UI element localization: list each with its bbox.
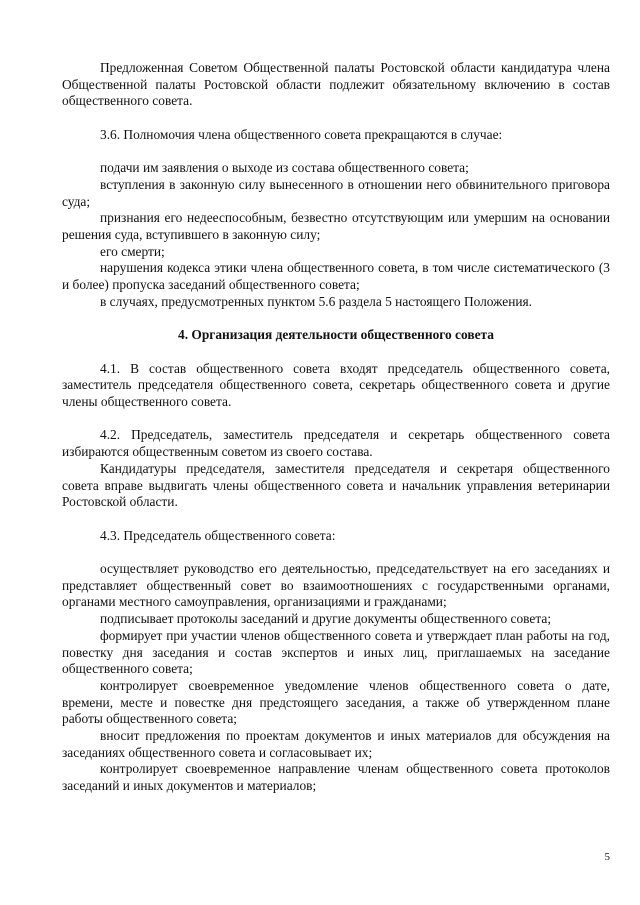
paragraph: контролирует своевременное уведомление членов общественного совета о дате, времени, месте и повестке дня предстоящего заседания, а также об утвержденном плане работы общественного совета; bbox=[62, 677, 610, 727]
document-body bbox=[62, 60, 610, 795]
paragraph: формирует при участии членов общественного совета и утверждает план работы на год, повестку дня заседания и состав экспертов и иных лиц, приглашаемых на заседание общественного совета; bbox=[62, 627, 610, 677]
paragraph: контролирует своевременное направление членам общественного совета протоколов заседаний и иных документов и материалов; bbox=[62, 761, 610, 794]
paragraph: 4.2. Председатель, заместитель председателя и секретарь общественного совета избираются общественным советом из своего состава. bbox=[62, 427, 610, 460]
section-heading: 4. Организация деятельности общественного совета bbox=[178, 327, 494, 343]
paragraph: вступления в законную силу вынесенного в отношении него обвинительного приговора суда; bbox=[62, 176, 610, 209]
paragraph: подписывает протоколы заседаний и другие документы общественного совета; bbox=[100, 611, 552, 627]
paragraph-spacer bbox=[62, 544, 610, 561]
paragraph-spacer bbox=[62, 311, 610, 328]
paragraph-spacer bbox=[62, 110, 610, 127]
paragraph: Кандидатуры председателя, заместителя председателя и секретаря общественного совета вправе выдвигать члены общественного совета и начальник управления ветеринарии Ростовской области. bbox=[62, 460, 610, 510]
paragraph: нарушения кодекса этики члена общественного совета, в том числе систематического (3 и более) пропуска заседаний общественного совета; bbox=[62, 260, 610, 293]
paragraph: его смерти; bbox=[100, 243, 165, 259]
paragraph: Предложенная Советом Общественной палаты Ростовской области кандидатура члена Общественной палаты Ростовской области подлежит обязательному включению в состав общественного совета. bbox=[62, 60, 610, 109]
paragraph: в случаях, предусмотренных пунктом 5.6 раздела 5 настоящего Положения. bbox=[100, 293, 533, 309]
paragraph-spacer bbox=[62, 344, 610, 361]
paragraph: 4.3. Председатель общественного совета: bbox=[100, 527, 336, 543]
paragraph-spacer bbox=[62, 411, 610, 428]
paragraph: осуществляет руководство его деятельностью, председательствует на его заседаниях и представляет общественный совет во взаимоотношениях с государственными органами, органами местного самоуправления, организациями и гражданами; bbox=[62, 560, 610, 610]
paragraph: признания его недееспособным, безвестно отсутствующим или умершим на основании решения суда, вступившего в законную силу; bbox=[62, 210, 610, 242]
paragraph-spacer bbox=[62, 511, 610, 528]
paragraph: 3.6. Полномочия члена общественного совета прекращаются в случае: bbox=[100, 126, 503, 142]
paragraph: подачи им заявления о выходе из состава общественного совета; bbox=[100, 160, 469, 176]
paragraph: вносит предложения по проектам документов и иных материалов для обсуждения на заседаниях общественного совета и согласовывает их; bbox=[62, 728, 610, 760]
paragraph: 4.1. В состав общественного совета входят председатель общественного совета, заместитель председателя общественного совета, секретарь общественного совета и другие члены общественного совета. bbox=[62, 360, 610, 409]
paragraph-spacer bbox=[62, 144, 610, 161]
page-number: 5 bbox=[604, 851, 610, 863]
